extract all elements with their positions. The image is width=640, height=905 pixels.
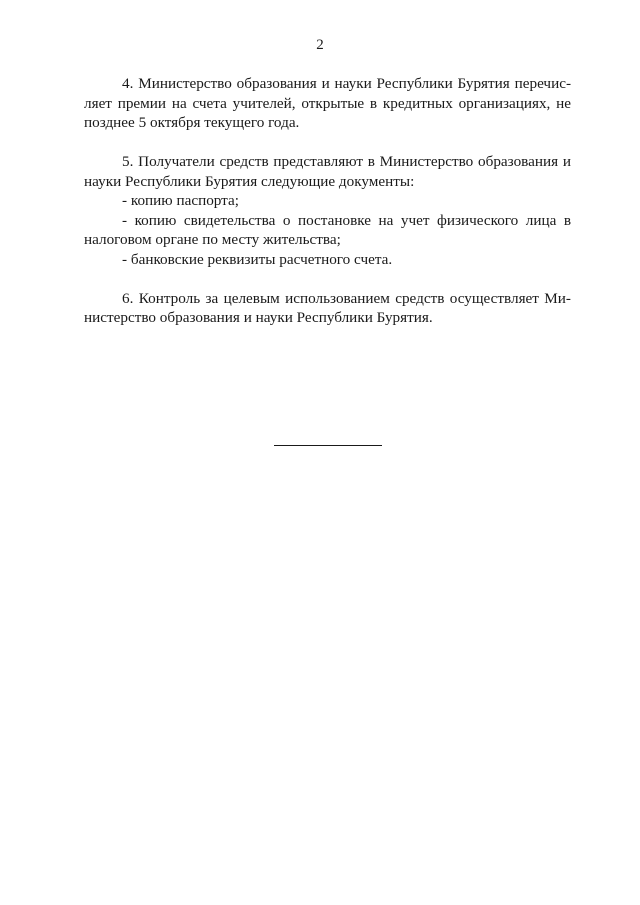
- end-separator-line: [274, 445, 382, 446]
- document-body: [84, 74, 571, 347]
- text-line: позднее 5 октября текущего года.: [84, 114, 300, 131]
- text-line: нистерство образования и науки Республики Бурятия.: [84, 309, 433, 326]
- text-line: 5. Получатели средств представляют в Министерство образования и: [122, 153, 571, 170]
- text-line: 4. Министерство образования и науки Республики Бурятия перечис-: [122, 75, 571, 92]
- paragraph-6: [84, 289, 571, 328]
- text-line: 6. Контроль за целевым использованием средств осуществляет Ми-: [122, 289, 571, 307]
- text-line: науки Республики Бурятия следующие документы:: [84, 172, 415, 190]
- list-item: - копию свидетельства о постановке на учет физического лица в: [122, 211, 571, 229]
- page-number: 2: [316, 37, 324, 53]
- text-line: налоговом органе по месту жительства;: [84, 231, 341, 248]
- paragraph-4: [84, 74, 571, 133]
- list-item: - банковские реквизиты расчетного счета.: [122, 250, 393, 268]
- text-line: ляет премии на счета учителей, открытые в кредитных организациях, не: [84, 94, 571, 112]
- list-item: - копию паспорта;: [122, 192, 239, 209]
- paragraph-5: [84, 152, 571, 269]
